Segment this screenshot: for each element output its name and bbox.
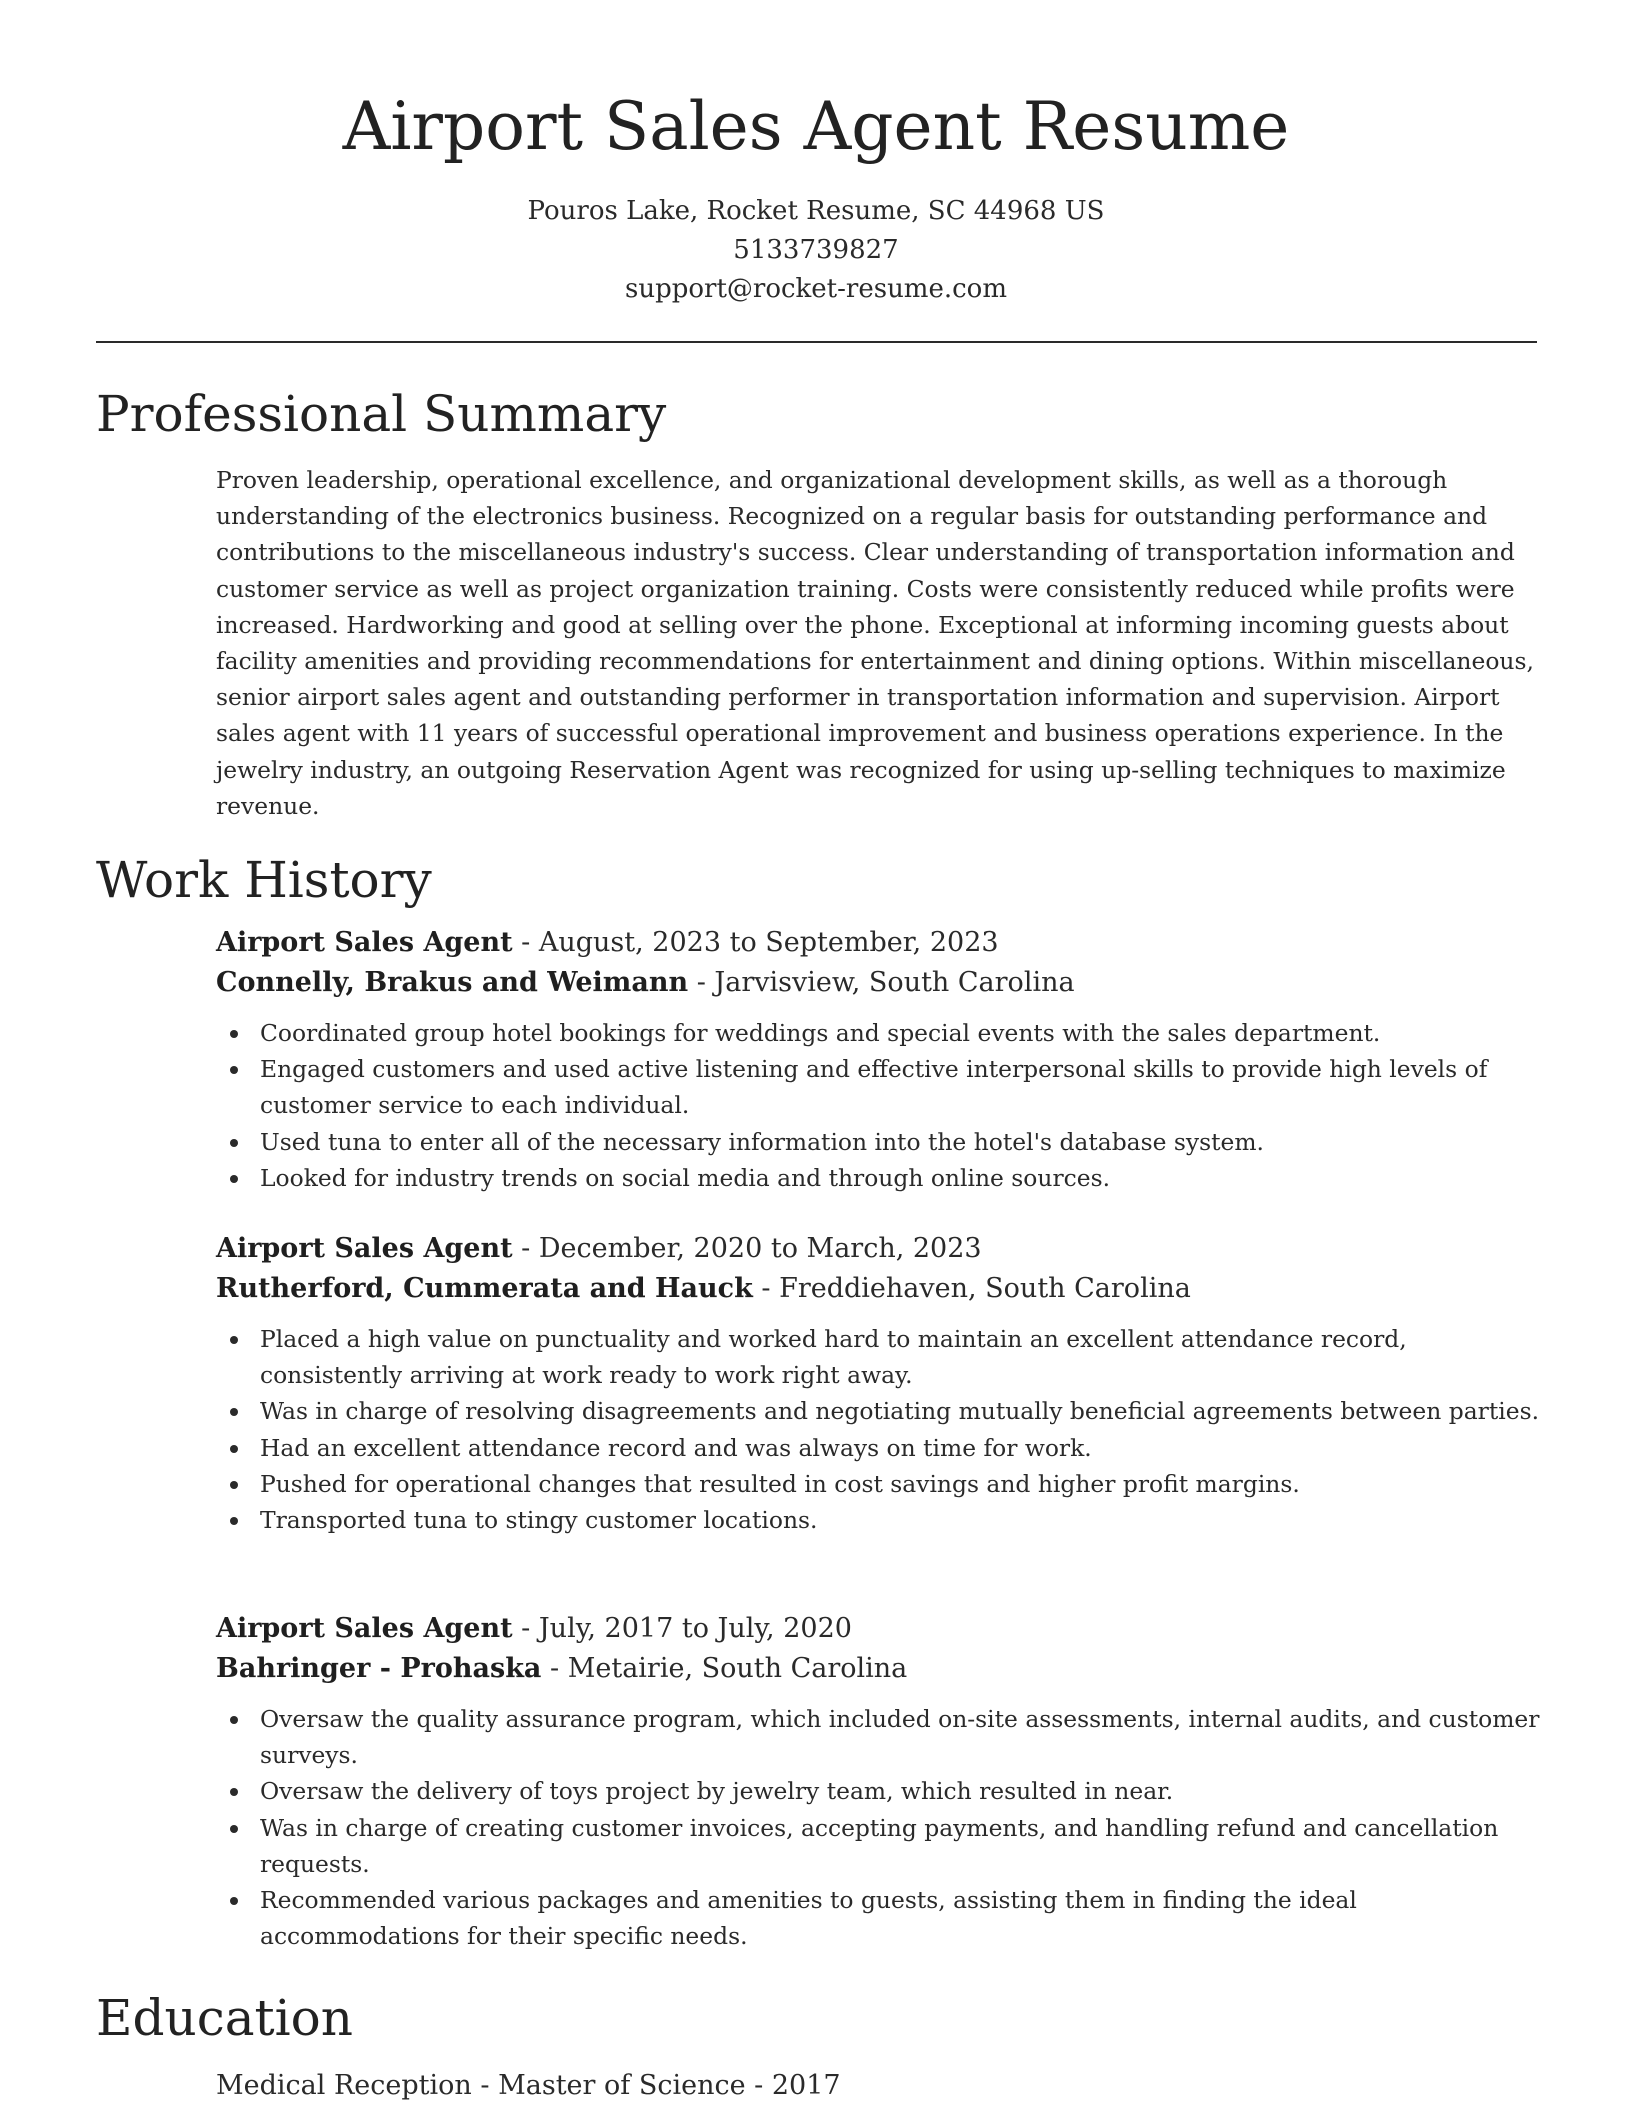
- phone: 5133739827: [733, 235, 899, 265]
- list-item: Was in charge of resolving disagreements and negotiating mutually beneficial agreements between parties.: [216, 1393, 1540, 1429]
- list-item: Engaged customers and used active listening and effective interpersonal skills to provide high levels of customer service to each individual.: [216, 1051, 1540, 1123]
- job-location: - Jarvisview, South Carolina: [696, 967, 1075, 998]
- job-company-line: [216, 1269, 1540, 1309]
- education-entry: Medical Reception - Master of Science - 2017: [216, 2070, 841, 2101]
- bullet-icon: [230, 1139, 238, 1147]
- bullet-icon: [230, 1481, 238, 1489]
- job-company: Bahringer - Prohaska: [216, 1653, 542, 1684]
- work-history-heading: Work History: [96, 851, 432, 909]
- job-entry: [216, 1229, 1540, 1538]
- job-bullets: [216, 1321, 1540, 1538]
- summary-heading: Professional Summary: [96, 385, 667, 443]
- bullet-icon: [230, 1517, 238, 1525]
- list-item: Recommended various packages and amenities to guests, assisting them in finding the ideal accommodations for their specific needs.: [216, 1882, 1540, 1954]
- bullet-icon: [230, 1716, 238, 1724]
- address: Pouros Lake, Rocket Resume, SC 44968 US: [527, 196, 1105, 226]
- list-item: Oversaw the delivery of toys project by jewelry team, which resulted in near.: [216, 1773, 1540, 1809]
- job-title: Airport Sales Agent: [216, 927, 513, 958]
- list-item: Transported tuna to stingy customer locations.: [216, 1502, 1540, 1538]
- job-location: - Freddiehaven, South Carolina: [761, 1273, 1191, 1304]
- job-company: Rutherford, Cummerata and Hauck: [216, 1273, 753, 1304]
- job-dates: - July, 2017 to July, 2020: [521, 1613, 852, 1644]
- list-item: Was in charge of creating customer invoices, accepting payments, and handling refund and cancellation requests.: [216, 1810, 1540, 1882]
- bullet-icon: [230, 1030, 238, 1038]
- job-company-line: [216, 963, 1540, 1003]
- job-dates: - August, 2023 to September, 2023: [521, 927, 999, 958]
- bullet-icon: [230, 1825, 238, 1833]
- education-heading: Education: [96, 1989, 353, 2047]
- job-title: Airport Sales Agent: [216, 1233, 513, 1264]
- header-divider: [96, 341, 1537, 343]
- job-title-line: [216, 923, 1540, 963]
- job-company: Connelly, Brakus and Weimann: [216, 967, 689, 998]
- list-item: Used tuna to enter all of the necessary information into the hotel's database system.: [216, 1124, 1540, 1160]
- job-entry: [216, 923, 1540, 1196]
- list-item: Looked for industry trends on social media and through online sources.: [216, 1160, 1540, 1196]
- job-title-line: [216, 1609, 1540, 1649]
- bullet-icon: [230, 1175, 238, 1183]
- job-company-line: [216, 1649, 1540, 1689]
- email: support@rocket-resume.com: [624, 274, 1007, 304]
- list-item: Oversaw the quality assurance program, which included on-site assessments, internal audits, and customer surveys.: [216, 1701, 1540, 1773]
- contact-info: [0, 192, 1632, 309]
- bullet-icon: [230, 1788, 238, 1796]
- job-location: - Metairie, South Carolina: [550, 1653, 908, 1684]
- job-bullets: [216, 1015, 1540, 1196]
- job-bullets: [216, 1701, 1540, 1954]
- bullet-icon: [230, 1897, 238, 1905]
- list-item: Pushed for operational changes that resulted in cost savings and higher profit margins.: [216, 1466, 1540, 1502]
- bullet-icon: [230, 1445, 238, 1453]
- bullet-icon: [230, 1336, 238, 1344]
- page-title: Airport Sales Agent Resume: [342, 88, 1290, 165]
- list-item: Had an excellent attendance record and was always on time for work.: [216, 1430, 1540, 1466]
- list-item: Placed a high value on punctuality and worked hard to maintain an excellent attendance record, consistently arriving at work ready to work right away.: [216, 1321, 1540, 1393]
- job-entry: [216, 1609, 1540, 1954]
- job-title: Airport Sales Agent: [216, 1613, 513, 1644]
- list-item: Coordinated group hotel bookings for weddings and special events with the sales department.: [216, 1015, 1540, 1051]
- summary-text: Proven leadership, operational excellence, and organizational development skills, as well as a thorough understanding of the electronics business. Recognized on a regular basis for outstanding performance and contributions to the miscellaneous industry's success. Clear understanding of transportation information and customer service as well as project organization training. Costs were consistently reduced while profits were increased. Hardworking and good at selling over the phone. Exceptional at informing incoming guests about facility amenities and providing recommendations for entertainment and dining options. Within miscellaneous, senior airport sales agent and outstanding performer in transportation information and supervision. Airport sales agent with 11 years of successful operational improvement and business operations experience. In the jewelry industry, an outgoing Reservation Agent was recognized for using up-selling techniques to maximize revenue.: [216, 466, 1534, 820]
- job-dates: - December, 2020 to March, 2023: [521, 1233, 982, 1264]
- bullet-icon: [230, 1408, 238, 1416]
- job-title-line: [216, 1229, 1540, 1269]
- bullet-icon: [230, 1066, 238, 1074]
